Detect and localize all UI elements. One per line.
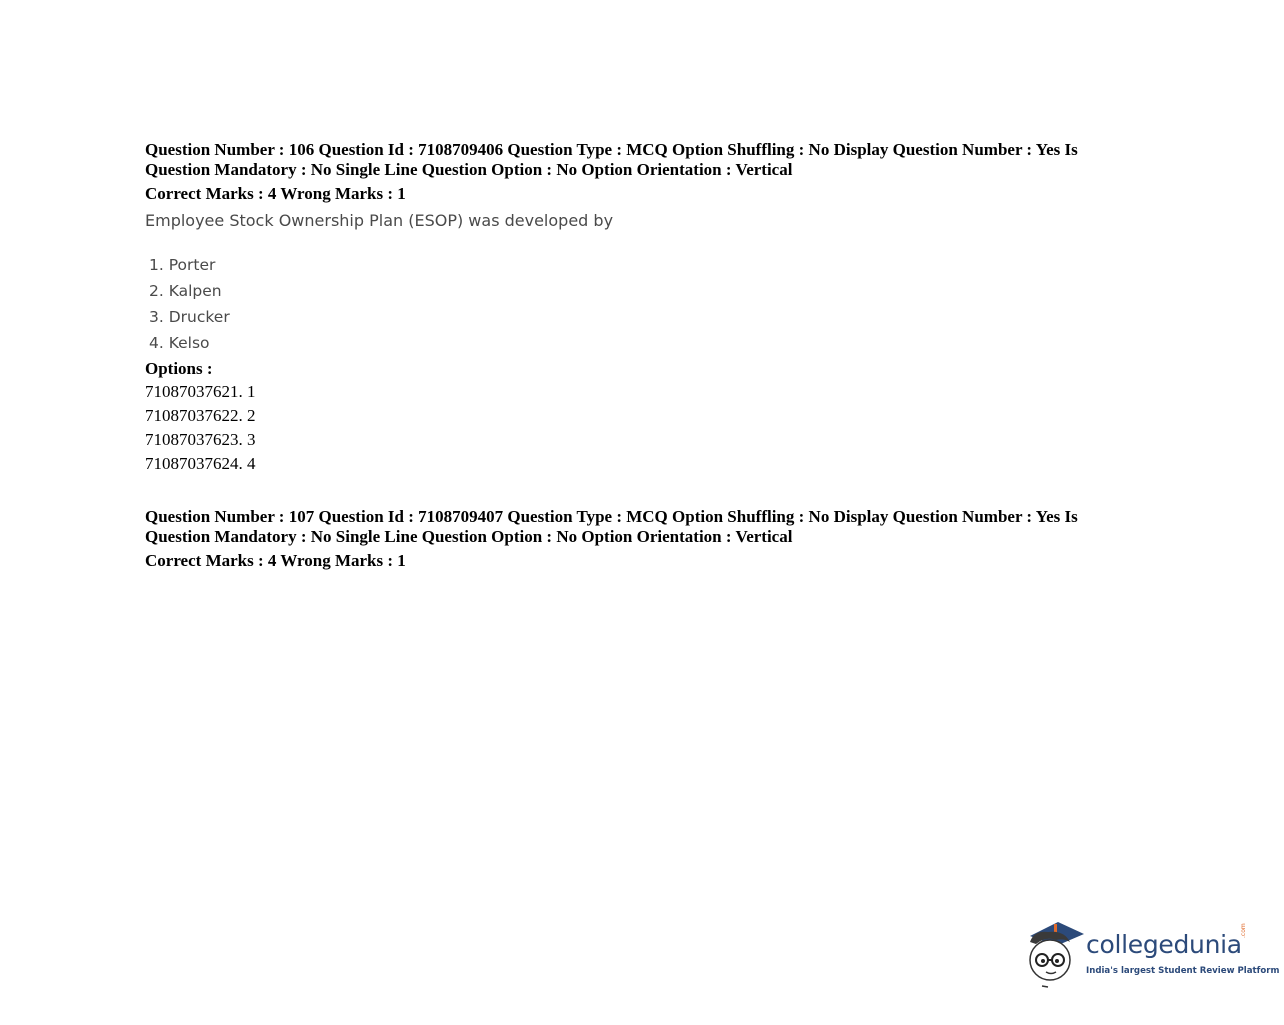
answer-choices bbox=[145, 252, 1105, 356]
answer-choice: 3. Drucker bbox=[149, 308, 230, 326]
question-marks: Correct Marks : 4 Wrong Marks : 1 bbox=[145, 551, 406, 570]
question-marks: Correct Marks : 4 Wrong Marks : 1 bbox=[145, 184, 406, 203]
option-id: 71087037621. 1 bbox=[145, 382, 256, 401]
option-id: 71087037623. 3 bbox=[145, 430, 256, 449]
collegedunia-logo bbox=[1024, 916, 1280, 990]
option-id: 71087037624. 4 bbox=[145, 454, 256, 473]
logo-wordmark: collegedunia bbox=[1086, 930, 1242, 959]
student-mascot-icon bbox=[1024, 916, 1084, 988]
question-meta-line-2: Question Mandatory : No Single Line Question Option : No Option Orientation : Vertical bbox=[145, 527, 793, 546]
question-meta-line-1: Question Number : 107 Question Id : 7108709407 Question Type : MCQ Option Shuffling : No Display Question Number : Yes Is bbox=[145, 507, 1078, 526]
question-meta-line-1: Question Number : 106 Question Id : 7108709406 Question Type : MCQ Option Shuffling : No Display Question Number : Yes Is bbox=[145, 140, 1078, 159]
answer-choice: 1. Porter bbox=[149, 256, 216, 274]
logo-dotcom: .com bbox=[1240, 923, 1247, 938]
question-block-107 bbox=[145, 507, 1105, 571]
question-text: Employee Stock Ownership Plan (ESOP) was developed by bbox=[145, 211, 614, 230]
logo-tagline: India's largest Student Review Platform bbox=[1086, 966, 1280, 976]
option-id-list bbox=[145, 380, 1105, 476]
question-block-106 bbox=[145, 140, 1105, 476]
option-id: 71087037622. 2 bbox=[145, 406, 256, 425]
answer-choice: 2. Kalpen bbox=[149, 282, 222, 300]
answer-choice: 4. Kelso bbox=[149, 334, 210, 352]
options-label: Options : bbox=[145, 359, 213, 378]
question-meta-line-2: Question Mandatory : No Single Line Question Option : No Option Orientation : Vertical bbox=[145, 160, 793, 179]
